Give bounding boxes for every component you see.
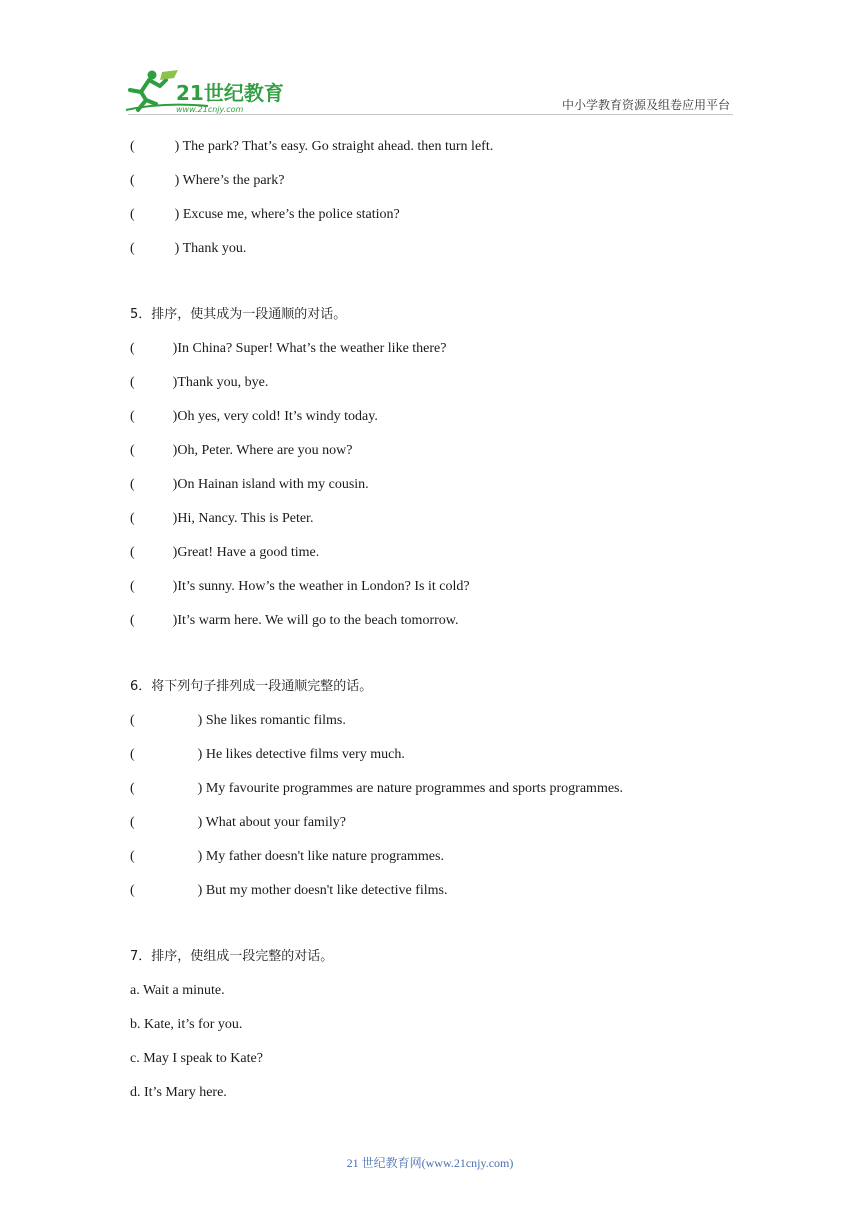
list-item: ( ) The park? That’s easy. Go straight ahead. then turn left. bbox=[130, 139, 494, 154]
list-item: c. May I speak to Kate? bbox=[130, 1051, 263, 1066]
list-item: ( )Thank you, bye. bbox=[130, 375, 269, 390]
list-item: ( )Oh, Peter. Where are you now? bbox=[130, 443, 353, 458]
question-6-items bbox=[130, 711, 750, 915]
worksheet-content bbox=[130, 137, 750, 1117]
question-4-items bbox=[130, 137, 750, 273]
list-item: ( ) But my mother doesn't like detective films. bbox=[130, 883, 448, 898]
question-5-title: 5．排序，使其成为一段通顺的对话。 bbox=[130, 307, 347, 322]
list-item: ( )It’s warm here. We will go to the beach tomorrow. bbox=[130, 613, 459, 628]
list-item: d. It’s Mary here. bbox=[130, 1085, 227, 1100]
list-item: ( ) Where’s the park? bbox=[130, 173, 285, 188]
list-item: ( )Hi, Nancy. This is Peter. bbox=[130, 511, 314, 526]
list-item: ( )Oh yes, very cold! It’s windy today. bbox=[130, 409, 378, 424]
question-7-items bbox=[130, 981, 750, 1117]
list-item: ( )Great! Have a good time. bbox=[130, 545, 320, 560]
header-divider bbox=[128, 114, 733, 115]
list-item: ( )On Hainan island with my cousin. bbox=[130, 477, 369, 492]
logo-url: www.21cnjy.com bbox=[176, 105, 244, 114]
platform-name: 中小学教育资源及组卷应用平台 bbox=[561, 98, 730, 112]
question-7-title: 7．排序，使组成一段完整的对话。 bbox=[130, 949, 334, 964]
question-5-items bbox=[130, 339, 750, 645]
list-item: ( ) My favourite programmes are nature programmes and sports programmes. bbox=[130, 781, 623, 796]
question-6-title: 6．将下列句子排列成一段通顺完整的话。 bbox=[130, 679, 373, 694]
list-item: ( ) Excuse me, where’s the police station? bbox=[130, 207, 400, 222]
list-item: ( ) What about your family? bbox=[130, 815, 346, 830]
list-item: ( )In China? Super! What’s the weather like there? bbox=[130, 341, 447, 356]
list-item: ( ) Thank you. bbox=[130, 241, 247, 256]
site-logo[interactable] bbox=[122, 66, 292, 116]
list-item: ( ) My father doesn't like nature programmes. bbox=[130, 849, 444, 864]
page-footer[interactable]: 21 世纪教育网(www.21cnjy.com) bbox=[346, 1156, 514, 1170]
list-item: a. Wait a minute. bbox=[130, 983, 225, 998]
list-item: b. Kate, it’s for you. bbox=[130, 1017, 243, 1032]
logo-text: 21世纪教育 bbox=[176, 81, 284, 105]
list-item: ( )It’s sunny. How’s the weather in London? Is it cold? bbox=[130, 579, 470, 594]
list-item: ( ) He likes detective films very much. bbox=[130, 747, 405, 762]
list-item: ( ) She likes romantic films. bbox=[130, 713, 346, 728]
